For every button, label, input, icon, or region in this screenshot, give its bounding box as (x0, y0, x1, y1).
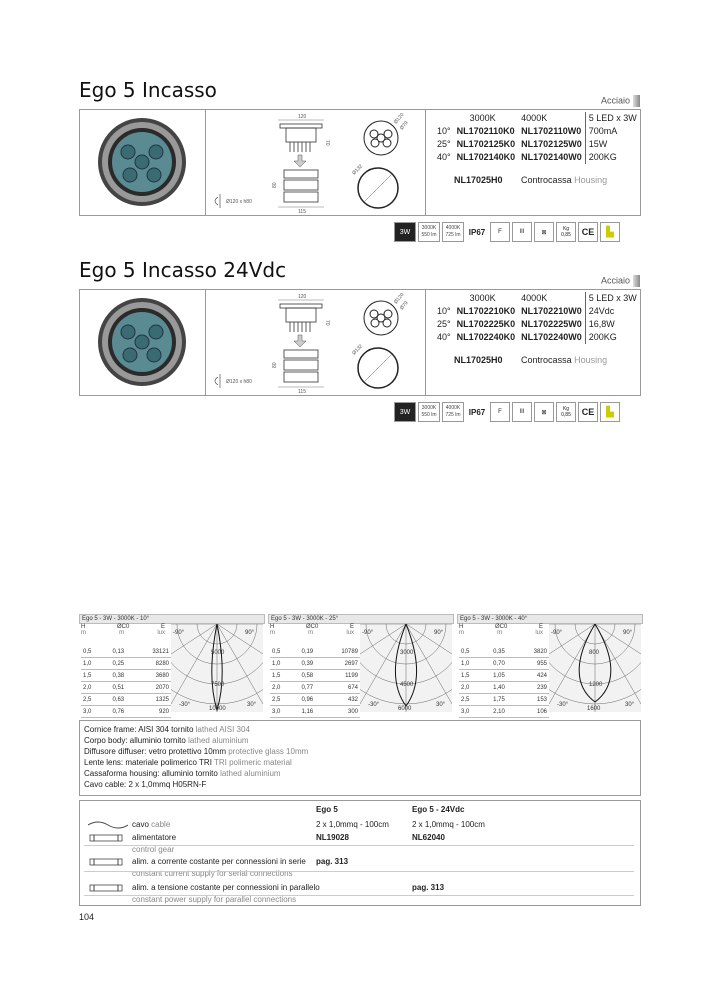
svg-text:90°: 90° (623, 630, 633, 636)
svg-text:70: 70 (324, 140, 330, 146)
svg-text:120: 120 (298, 294, 307, 300)
svg-text:1600: 1600 (587, 706, 601, 712)
svg-text:7500: 7500 (211, 682, 225, 688)
class-iii-icon: III (512, 222, 532, 242)
svg-text:-30°: -30° (557, 702, 569, 708)
product-photo (79, 289, 206, 396)
svg-text:Ø132: Ø132 (351, 163, 365, 177)
temp-badge-4000: 4000K 725 lm (442, 222, 464, 242)
svg-text:Ø120 x h80: Ø120 x h80 (226, 379, 252, 385)
technical-drawing (205, 109, 426, 216)
table-row: 3,0 1,16 300 (270, 706, 360, 718)
table-row: 2,0 1,40 239 (459, 682, 549, 694)
temp-badge-3000: 3000K 550 lm (418, 402, 440, 422)
material-row: Cavo cable: 2 x 1,0mmq H05RN-F (84, 780, 207, 789)
spec-table: 3000K 4000K 5 LED x 3W 10° NL1702110K0 NL1702110W0 700mA 25° NL1702125K0 NL1702125W0 15W 40° NL1702140K0 NL1702140W0 200KG NL17025H0 Controcassa Housing (425, 109, 641, 216)
photometric-header: Ego 5 - 3W - 3000K - 25° (268, 614, 454, 624)
svg-text:6000: 6000 (398, 706, 412, 712)
ce-mark-icon: CE (578, 402, 598, 422)
accessory-icon (88, 883, 128, 893)
svg-text:90°: 90° (434, 630, 444, 636)
housing-line: NL17025H0 Controcassa Housing (454, 175, 608, 185)
table-row: 1,5 0,38 3680 (81, 670, 171, 682)
table-row: 1,0 0,39 2697 (270, 658, 360, 670)
table-row: 2,5 0,96 432 (270, 694, 360, 706)
svg-text:120: 120 (298, 114, 307, 120)
technical-drawing (205, 289, 426, 396)
table-row: 1,5 0,58 1199 (270, 670, 360, 682)
material-row: Cornice frame: AISI 304 tornito lathed AISI 304 (84, 725, 250, 734)
svg-text:Ø120: Ø120 (392, 292, 406, 306)
accessory-icon (88, 820, 128, 830)
section-title: Ego 5 Incasso 24Vdc (79, 258, 287, 282)
f-mark-icon: F (490, 222, 510, 242)
svg-text:80: 80 (272, 182, 278, 188)
table-row: 1,0 0,25 8280 (81, 658, 171, 670)
divider (84, 895, 634, 896)
table-row: 2,5 1,75 153 (459, 694, 549, 706)
spec-table: 3000K 4000K 5 LED x 3W 10° NL1702210K0 NL1702210W0 24Vdc 25° NL1702225K0 NL1702225W0 16,8W 40° NL1702240K0 NL1702240W0 200KG NL17025H0 Controcassa Housing (425, 289, 641, 396)
ip-rating: IP67 (468, 227, 486, 237)
divider (84, 871, 634, 872)
certification-icons (394, 222, 620, 242)
material-row: Cassaforma housing: alluminio tornito lathed aluminium (84, 769, 281, 778)
svg-text:30°: 30° (247, 702, 257, 708)
accessory-icon (88, 857, 128, 867)
power-badge: 3W (394, 402, 416, 422)
svg-text:-30°: -30° (179, 702, 191, 708)
polar-diagram (549, 624, 641, 712)
accessory-icon (88, 833, 128, 843)
temp-badge-4000: 4000K 725 lm (442, 402, 464, 422)
accessories-box: Ego 5 Ego 5 - 24Vdc cavo cable 2 x 1,0mmq - 100cm 2 x 1,0mmq - 100cm alimentatore control gear NL19028 NL62040 alim. a corrente costante per connessioni in serie constant current supply for serial connections pag. 313 alim. a tensione costante per connessioni in parallelo constant power supply for parallel connections pag. 313 (79, 800, 641, 906)
svg-text:80: 80 (272, 362, 278, 368)
table-row: 3,0 2,10 106 (459, 706, 549, 718)
svg-text:Ø120: Ø120 (392, 112, 406, 126)
power-badge: 3W (394, 222, 416, 242)
page-number: 104 (79, 912, 95, 922)
table-row: 0,5 0,19 10789 (270, 646, 360, 658)
table-row: 0,5 0,35 3820 (459, 646, 549, 658)
certification-icons (394, 402, 620, 422)
svg-text:90°: 90° (245, 630, 255, 636)
svg-text:70: 70 (324, 320, 330, 326)
weight-icon: Kg 0,85 (556, 402, 576, 422)
svg-text:10000: 10000 (209, 706, 226, 712)
svg-text:-90°: -90° (173, 630, 185, 636)
ip-rating: IP67 (468, 407, 486, 417)
table-row: 2,0 0,51 2070 (81, 682, 171, 694)
section-title: Ego 5 Incasso (79, 78, 217, 102)
table-row: 1,0 0,70 955 (459, 658, 549, 670)
svg-text:-90°: -90° (362, 630, 374, 636)
polar-diagram (171, 624, 263, 712)
svg-text:3000: 3000 (400, 650, 414, 656)
material-row: Corpo body: alluminio tornito lathed aluminium (84, 736, 249, 745)
product-photo (79, 109, 206, 216)
housing-line: NL17025H0 Controcassa Housing (454, 355, 608, 365)
material-label: Acciaio (601, 95, 640, 107)
acc-col2: Ego 5 - 24Vdc (412, 805, 465, 814)
ballast-icon: ▙ (600, 402, 620, 422)
svg-text:4500: 4500 (400, 682, 414, 688)
polar-diagram (360, 624, 452, 712)
material-label: Acciaio (601, 275, 640, 287)
photometric-header: Ego 5 - 3W - 3000K - 40° (457, 614, 643, 624)
svg-text:Ø120 x h80: Ø120 x h80 (226, 199, 252, 205)
weight-icon: Kg 0,85 (556, 222, 576, 242)
temp-badge-3000: 3000K 550 lm (418, 222, 440, 242)
svg-text:Ø132: Ø132 (351, 343, 365, 357)
photometric-panel: Ego 5 - 3W - 3000K - 10° H ØC0 E m m lux 0,5 0,13 33121 1,0 0,25 8280 1,5 0,38 3680 2,0 0,51 2070 2,5 0,63 1325 3,0 0,76 920 -90° 90° -30° 30° 5000 7500 10000 (79, 614, 265, 712)
svg-text:115: 115 (298, 209, 306, 215)
material-row: Diffusore diffuser: vetro protettivo 10mm protective glass 10mm (84, 747, 309, 756)
class-iii-icon: III (512, 402, 532, 422)
svg-text:-90°: -90° (551, 630, 563, 636)
f-mark-icon: F (490, 402, 510, 422)
svg-text:1200: 1200 (589, 682, 603, 688)
svg-text:30°: 30° (436, 702, 446, 708)
material-swatch (633, 95, 640, 107)
svg-text:Ø79: Ø79 (398, 300, 410, 312)
table-row: 2,5 0,63 1325 (81, 694, 171, 706)
material-row: Lente lens: materiale polimerico TRI TRI polimeric material (84, 758, 292, 767)
photometric-panel: Ego 5 - 3W - 3000K - 25° H ØC0 E m m lux 0,5 0,19 10789 1,0 0,39 2697 1,5 0,58 1199 2,0 0,77 674 2,5 0,96 432 3,0 1,16 300 -90° 90° -30° 30° 3000 4500 6000 (268, 614, 454, 712)
no-cover-icon: ⊠ (534, 402, 554, 422)
table-row: 0,5 0,13 33121 (81, 646, 171, 658)
photometric-header: Ego 5 - 3W - 3000K - 10° (79, 614, 265, 624)
table-row: 1,5 1,05 424 (459, 670, 549, 682)
svg-text:Ø79: Ø79 (398, 120, 410, 132)
material-swatch (633, 275, 640, 287)
photometric-panel: Ego 5 - 3W - 3000K - 40° H ØC0 E m m lux 0,5 0,35 3820 1,0 0,70 955 1,5 1,05 424 2,0 1,40 239 2,5 1,75 153 3,0 2,10 106 -90° 90° -30° 30° 800 1200 1600 (457, 614, 643, 712)
svg-text:-30°: -30° (368, 702, 380, 708)
ce-mark-icon: CE (578, 222, 598, 242)
svg-text:800: 800 (589, 650, 600, 656)
no-cover-icon: ⊠ (534, 222, 554, 242)
svg-text:30°: 30° (625, 702, 635, 708)
svg-text:5000: 5000 (211, 650, 225, 656)
table-row: 2,0 0,77 674 (270, 682, 360, 694)
materials-box (79, 720, 641, 796)
divider (84, 845, 634, 846)
ballast-icon: ▙ (600, 222, 620, 242)
table-row: 3,0 0,76 920 (81, 706, 171, 718)
svg-text:115: 115 (298, 389, 306, 395)
acc-col1: Ego 5 (316, 805, 338, 814)
